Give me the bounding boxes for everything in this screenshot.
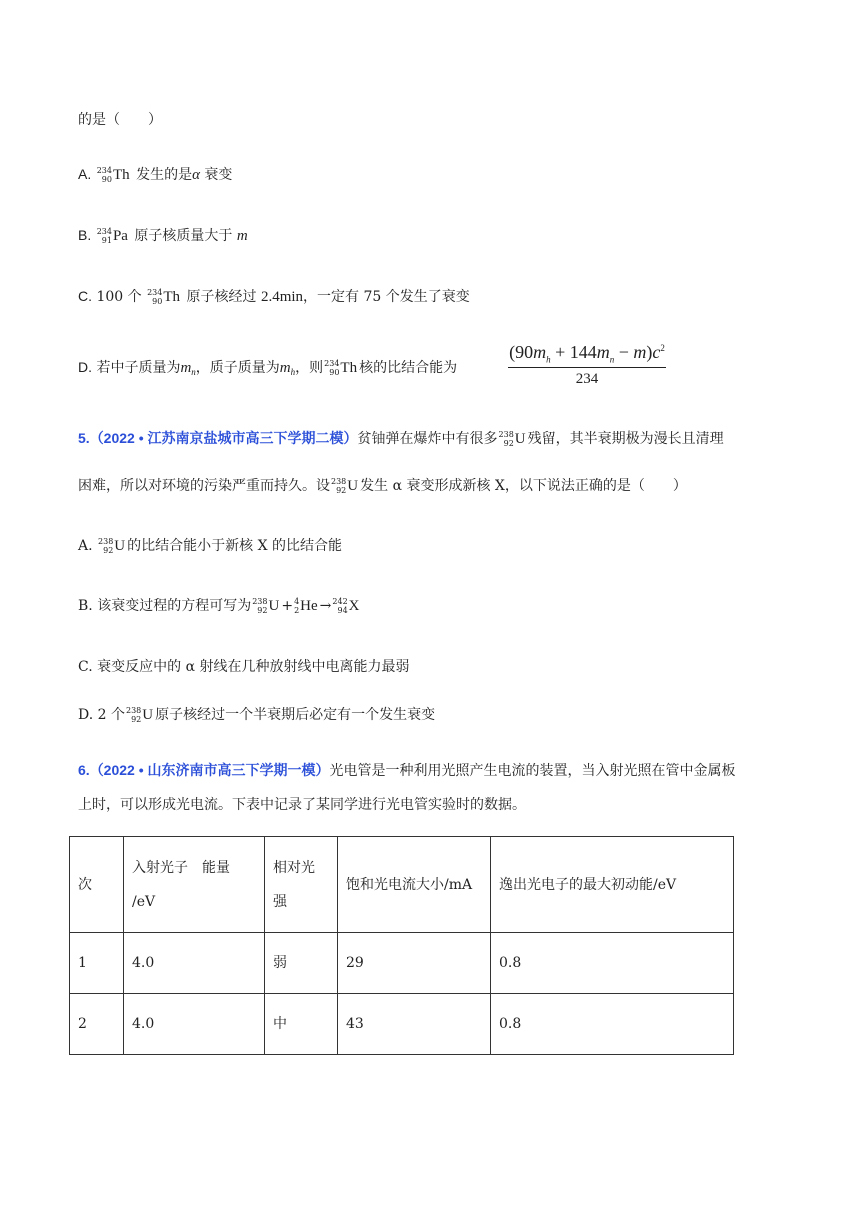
arrow-icon: → xyxy=(319,598,332,614)
data-table xyxy=(69,836,734,1055)
option-label: B. xyxy=(78,598,93,614)
question-text: 贫铀弹在爆炸中有很多 xyxy=(357,431,498,447)
nuclide-u238: 238 92 U xyxy=(331,477,359,495)
header-cell: 次 xyxy=(70,837,124,933)
proton-mass: $m_h$ xyxy=(279,360,296,377)
option-text: 核的比结合能为 xyxy=(359,360,458,376)
question-number: 5. xyxy=(78,430,90,446)
q4-option-c[interactable] xyxy=(78,286,470,307)
header-cell: 逸出光电子的最大初动能/eV xyxy=(491,837,734,933)
option-text: 该衰变过程的方程可写为 xyxy=(97,598,252,614)
option-text: ，则 xyxy=(295,360,324,376)
nuclide-th234: 234 90 Th xyxy=(147,288,181,306)
table-cell: 1 xyxy=(70,933,124,994)
nuclide-u238: 238 92 U xyxy=(126,706,154,724)
nuclide-u238: 238 92 U xyxy=(498,430,526,448)
q5-option-c[interactable] xyxy=(78,657,409,677)
table-cell: 中 xyxy=(265,994,338,1055)
question-source: （2022 • 山东济南市高三下学期一模） xyxy=(89,762,330,778)
header-cell: 入射光子 能量 /eV xyxy=(124,837,265,933)
nuclide-u238: 238 92 U xyxy=(252,597,280,615)
q6-stem-line1 xyxy=(78,760,736,781)
nuclide-th234: 234 90 Th xyxy=(324,359,358,377)
fraction-numerator: $(90m_h + 144m_n - m)c^2$ xyxy=(508,342,666,368)
intro-text: 的是（ ） xyxy=(78,112,162,128)
option-text: 原子核质量大于 xyxy=(134,228,233,244)
option-text: 的比结合能小于新核 X 的比结合能 xyxy=(127,538,343,554)
binding-energy-fraction xyxy=(508,342,666,388)
table-cell: 4.0 xyxy=(124,994,265,1055)
q5-stem-line2 xyxy=(78,476,687,496)
table-header-row xyxy=(70,837,734,933)
option-text: 原子核经过 xyxy=(186,289,257,305)
table-cell: 29 xyxy=(338,933,491,994)
question-text: 发生 α 衰变形成新核 X，以下说法正确的是（ ） xyxy=(360,478,687,494)
q4-option-d[interactable] xyxy=(78,357,457,382)
header-cell: 相对光 强 xyxy=(265,837,338,933)
question-text: 光电管是一种利用光照产生电流的装置，当入射光照在管中金属板 xyxy=(329,763,736,779)
plus-sign: + xyxy=(281,598,294,614)
option-label: B. xyxy=(78,227,92,243)
nuclide-pa234: 234 91 Pa xyxy=(96,227,128,245)
option-label: C. xyxy=(78,659,93,675)
question-text: 困难，所以对环境的污染严重而持久。设 xyxy=(78,478,330,494)
table-cell: 43 xyxy=(338,994,491,1055)
table-cell: 4.0 xyxy=(124,933,265,994)
table-cell: 2 xyxy=(70,994,124,1055)
question-text: 残留，其半衰期极为漫长且清理 xyxy=(527,431,724,447)
option-label: C. xyxy=(78,288,92,304)
table-cell: 0.8 xyxy=(491,994,734,1055)
table-row xyxy=(70,933,734,994)
q4-option-b[interactable] xyxy=(78,225,248,246)
alpha-symbol: α xyxy=(192,167,200,183)
option-label: D. xyxy=(78,707,94,723)
neutron-mass: $m_n$ xyxy=(180,360,196,377)
question-source: （2022 • 江苏南京盐城市高三下学期二模） xyxy=(89,430,358,446)
q5-stem-line1 xyxy=(78,428,724,449)
option-text: ，一定有 75 个发生了衰变 xyxy=(303,289,470,305)
option-text: ，质子质量为 xyxy=(195,360,280,376)
nuclide-th234: 234 90 Th xyxy=(96,166,130,184)
question-number: 6. xyxy=(78,762,90,778)
q6-stem-line2: 上时，可以形成光电流。下表中记录了某同学进行光电管实验时的数据。 xyxy=(78,797,526,813)
option-text: 原子核经过一个半衰期后必定有一个发生衰变 xyxy=(155,707,436,723)
q4-option-a[interactable] xyxy=(78,164,232,185)
nuclide-u238: 238 92 U xyxy=(98,537,126,555)
fraction-denominator: 234 xyxy=(575,370,599,387)
q5-option-b[interactable] xyxy=(78,596,362,616)
q5-option-a[interactable] xyxy=(78,536,342,556)
option-text: 若中子质量为 xyxy=(96,360,181,376)
q5-option-d[interactable] xyxy=(78,705,435,725)
option-text: 100 个 xyxy=(96,289,142,305)
option-label: A. xyxy=(78,166,92,182)
option-text: 2 个 xyxy=(97,707,125,723)
nuclide-x242: 242 94 X xyxy=(332,597,360,615)
nuclide-he4: 4 2 He xyxy=(294,597,318,615)
option-text: 发生的是 xyxy=(136,167,193,183)
table-row xyxy=(70,994,734,1055)
option-label: D. xyxy=(78,359,92,375)
option-label: A. xyxy=(78,538,93,554)
half-life-time: 2.4min xyxy=(260,289,304,305)
mass-var: m xyxy=(236,228,248,244)
option-text: 衰变 xyxy=(204,167,233,183)
table-cell: 弱 xyxy=(265,933,338,994)
option-text: 衰变反应中的 α 射线在几种放射线中电离能力最弱 xyxy=(97,659,410,675)
table-cell: 0.8 xyxy=(491,933,734,994)
header-cell: 饱和光电流大小/mA xyxy=(338,837,491,933)
